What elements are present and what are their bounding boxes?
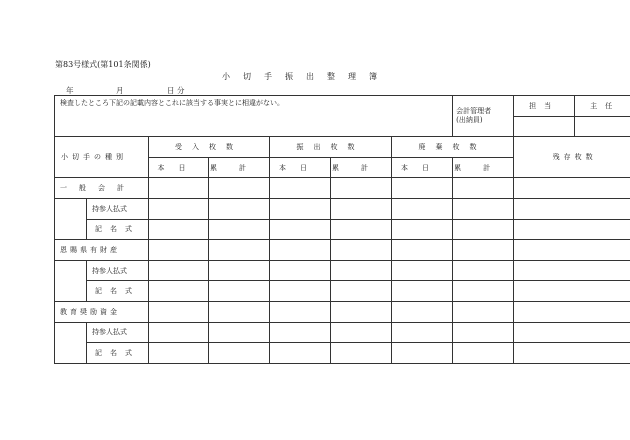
shunin-label: 主任 (575, 96, 630, 117)
received-today-cell[interactable] (149, 219, 209, 240)
received-cumulative-cell[interactable] (209, 301, 270, 322)
check-ledger-table (54, 95, 630, 364)
remaining-cell[interactable] (514, 322, 630, 343)
issued-today-cell[interactable] (270, 219, 331, 240)
sub-row (55, 322, 630, 343)
received-cumulative-header: 累計 (209, 157, 270, 178)
received-cumulative-cell[interactable] (209, 219, 270, 240)
voided-cumulative-cell[interactable] (453, 240, 514, 261)
inspection-row-1 (55, 96, 630, 117)
sub-label: 持参人払式 (87, 260, 149, 281)
accountant-label-line2: (出納員) (456, 116, 483, 125)
issued-today-cell[interactable] (270, 343, 331, 364)
remaining-cell[interactable] (514, 240, 630, 261)
voided-today-cell[interactable] (392, 322, 453, 343)
category-indent-cell (55, 260, 87, 301)
inspection-note: 検査したところ下記の記載内容とこれに該当する事実とに相違がない。 (55, 96, 453, 137)
voided-today-cell[interactable] (392, 343, 453, 364)
voided-cumulative-cell[interactable] (453, 178, 514, 199)
date-month-label: 月 (116, 86, 124, 95)
voided-today-cell[interactable] (392, 219, 453, 240)
accountant-label-line1: 会計管理者 (456, 107, 492, 116)
issued-today-cell[interactable] (270, 301, 331, 322)
date-suffix-label: 分 (177, 86, 185, 95)
received-cumulative-cell[interactable] (209, 178, 270, 199)
received-cumulative-cell[interactable] (209, 240, 270, 261)
voided-today-cell[interactable] (392, 260, 453, 281)
issued-count-header: 振出枚数 (270, 137, 392, 158)
remaining-count-header: 残存枚数 (514, 137, 630, 178)
voided-today-cell[interactable] (392, 281, 453, 302)
form-number: 第83号様式(第101条関係) (55, 60, 151, 69)
received-today-cell[interactable] (149, 301, 209, 322)
voided-cumulative-cell[interactable] (453, 219, 514, 240)
tanto-label: 担当 (514, 96, 575, 117)
issued-today-cell[interactable] (270, 260, 331, 281)
remaining-cell[interactable] (514, 343, 630, 364)
received-today-cell[interactable] (149, 198, 209, 219)
received-today-cell[interactable] (149, 343, 209, 364)
category-label: 教育奨励資金 (55, 301, 149, 322)
voided-cumulative-cell[interactable] (453, 260, 514, 281)
received-today-cell[interactable] (149, 178, 209, 199)
voided-today-cell[interactable] (392, 198, 453, 219)
received-today-cell[interactable] (149, 281, 209, 302)
issued-cumulative-cell[interactable] (331, 198, 392, 219)
issued-cumulative-cell[interactable] (331, 343, 392, 364)
received-today-header: 本日 (149, 157, 209, 178)
voided-count-header: 廃棄枚数 (392, 137, 514, 158)
issued-today-header: 本日 (270, 157, 331, 178)
voided-cumulative-cell[interactable] (453, 301, 514, 322)
voided-cumulative-cell[interactable] (453, 281, 514, 302)
voided-cumulative-header: 累計 (453, 157, 514, 178)
voided-cumulative-cell[interactable] (453, 343, 514, 364)
issued-cumulative-cell[interactable] (331, 281, 392, 302)
remaining-cell[interactable] (514, 281, 630, 302)
accountant-label (453, 96, 514, 137)
remaining-cell[interactable] (514, 260, 630, 281)
voided-today-cell[interactable] (392, 240, 453, 261)
received-cumulative-cell[interactable] (209, 281, 270, 302)
category-indent-cell (55, 198, 87, 239)
remaining-cell[interactable] (514, 219, 630, 240)
issued-cumulative-cell[interactable] (331, 322, 392, 343)
received-cumulative-cell[interactable] (209, 198, 270, 219)
received-cumulative-cell[interactable] (209, 322, 270, 343)
check-type-header: 小切手の種別 (55, 137, 149, 178)
category-row (55, 178, 630, 199)
sub-row (55, 260, 630, 281)
sub-label: 記名式 (87, 219, 149, 240)
sub-row (55, 343, 630, 364)
tanto-stamp-cell[interactable] (514, 116, 575, 137)
date-day-label: 日 (167, 86, 175, 95)
date-year-label: 年 (66, 86, 74, 95)
issued-cumulative-header: 累計 (331, 157, 392, 178)
remaining-cell[interactable] (514, 178, 630, 199)
sub-label: 持参人払式 (87, 322, 149, 343)
received-today-cell[interactable] (149, 260, 209, 281)
received-today-cell[interactable] (149, 240, 209, 261)
voided-today-cell[interactable] (392, 178, 453, 199)
issued-today-cell[interactable] (270, 198, 331, 219)
category-label: 恩賜県有財産 (55, 240, 149, 261)
sub-label: 記名式 (87, 343, 149, 364)
voided-today-cell[interactable] (392, 301, 453, 322)
voided-today-header: 本日 (392, 157, 453, 178)
issued-cumulative-cell[interactable] (331, 260, 392, 281)
issued-today-cell[interactable] (270, 178, 331, 199)
category-indent-cell (55, 322, 87, 363)
issued-cumulative-cell[interactable] (331, 178, 392, 199)
remaining-cell[interactable] (514, 301, 630, 322)
issued-cumulative-cell[interactable] (331, 240, 392, 261)
issued-today-cell[interactable] (270, 322, 331, 343)
category-row (55, 240, 630, 261)
category-row (55, 301, 630, 322)
voided-cumulative-cell[interactable] (453, 198, 514, 219)
column-header-row (55, 137, 630, 158)
received-today-cell[interactable] (149, 322, 209, 343)
sub-label: 記名式 (87, 281, 149, 302)
sub-row (55, 198, 630, 219)
received-count-header: 受入枚数 (149, 137, 270, 158)
issued-today-cell[interactable] (270, 281, 331, 302)
category-label: 一般会計 (55, 178, 149, 199)
issued-cumulative-cell[interactable] (331, 219, 392, 240)
received-cumulative-cell[interactable] (209, 343, 270, 364)
received-cumulative-cell[interactable] (209, 260, 270, 281)
shunin-stamp-cell[interactable] (575, 116, 630, 137)
issued-cumulative-cell[interactable] (331, 301, 392, 322)
voided-cumulative-cell[interactable] (453, 322, 514, 343)
remaining-cell[interactable] (514, 198, 630, 219)
issued-today-cell[interactable] (270, 240, 331, 261)
document-title: 小切手振出整理簿 (222, 72, 390, 81)
sub-label: 持参人払式 (87, 198, 149, 219)
sub-row (55, 219, 630, 240)
sub-row (55, 281, 630, 302)
